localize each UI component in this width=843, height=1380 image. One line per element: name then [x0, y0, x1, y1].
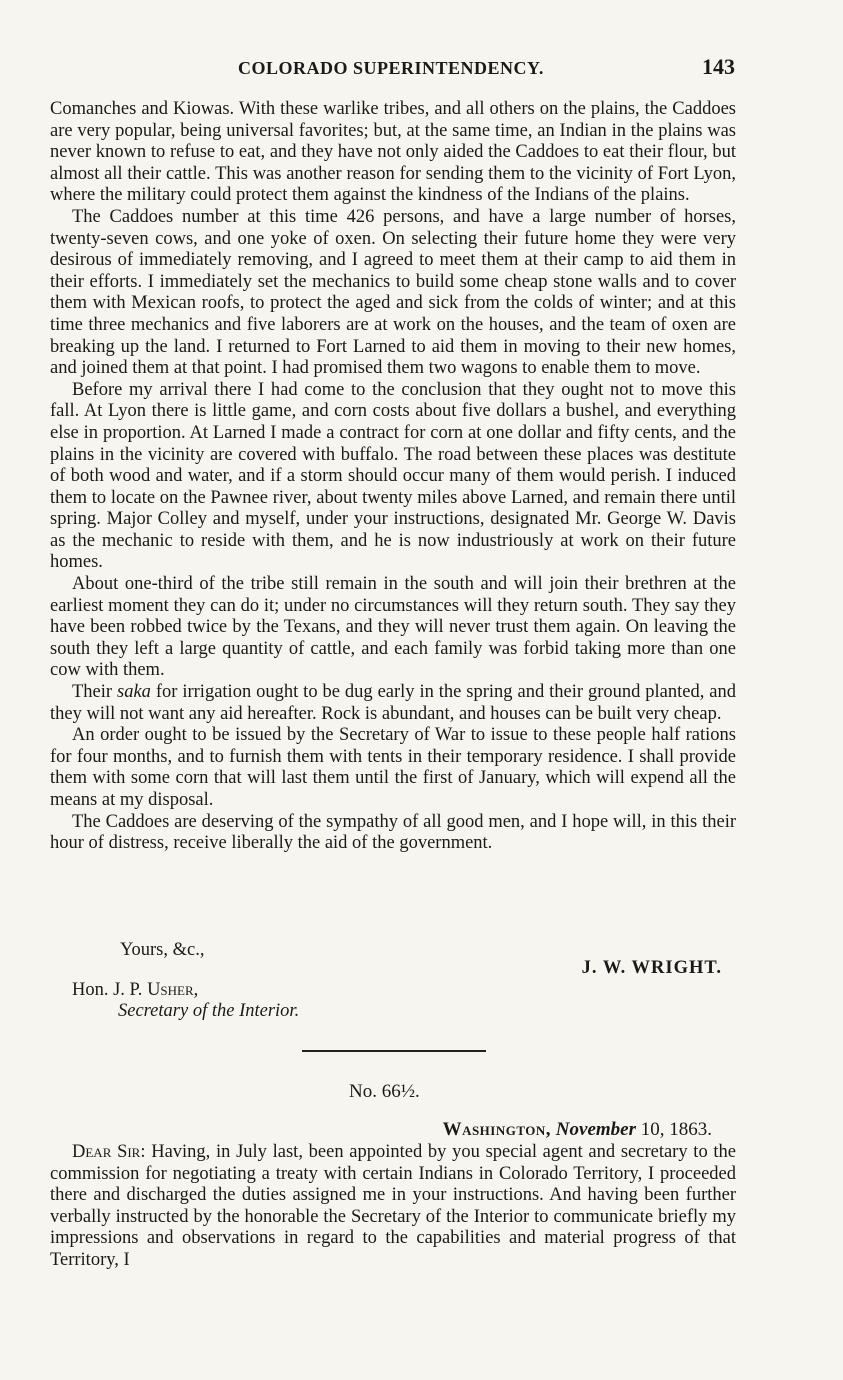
- paragraph-3: Before my arrival there I had come to the conclusion that they ought not to move this fall. At Lyon there is little game, and corn costs about five dollars a bushel, and everything else in proportion. At Larned I made a contract for corn at one dollar and fifty cents, and the plains in the vicinity are covered with buffalo. The road between these places was destitute of both wood and water, and if a storm should occur many of them would perish. I induced them to locate on the Pawnee river, about twenty miles above Larned, and remain there until spring. Major Colley and myself, under your instructions, designated Mr. George W. Davis as the mechanic to reside with them, and he is now industriously at work on their future homes.: [50, 379, 736, 573]
- paragraph-2: The Caddoes number at this time 426 persons, and have a large number of horses, twenty-seven cows, and one yoke of oxen. On selecting their future home they were very desirous of immediately removing, and I agreed to meet them at their camp to aid them in their efforts. I immediately set the mechanics to build some cheap stone walls and to cover them with Mexican roofs, to protect the aged and sick from the colds of winter; and at this time three mechanics and five laborers are at work on the houses, and the team of oxen are breaking up the land. I returned to Fort Larned to aid them in moving to their new homes, and joined them at that point. I had promised them two wagons to enable them to move.: [50, 206, 736, 379]
- salutation: Dear Sir: [72, 1142, 141, 1162]
- dateline-place: Washington,: [442, 1119, 552, 1140]
- letter-paragraph: [50, 1142, 736, 1272]
- report-body: [50, 99, 736, 855]
- dateline: [443, 1119, 712, 1141]
- addressee: [72, 980, 762, 1001]
- dateline-date: 10, 1863.: [636, 1119, 712, 1140]
- document-page: [50, 0, 740, 1380]
- section-divider: [302, 1050, 486, 1052]
- page-number: 143: [702, 54, 735, 79]
- running-title: COLORADO SUPERINTENDENCY.: [238, 58, 544, 78]
- saka-term: saka: [117, 682, 151, 703]
- dateline-month: November: [555, 1119, 636, 1140]
- addressee-name: Hon. J. P.: [72, 980, 148, 1000]
- letter-text: : Having, in July last, been appointed by you special agent and secretary to the commission for negotiating a treaty with certain Indians in Colorado Territory, I proceeded there and discharged the duties assigned me in your instructions. And having been further verbally instructed by the honorable the Secretary of the Interior to communicate briefly my impressions and observations in regard to the capabilities and material progress of that Territory, I: [50, 1142, 736, 1270]
- running-head: [50, 54, 740, 84]
- letter-body: [50, 1142, 736, 1272]
- addressee-surname: Usher,: [147, 980, 199, 1000]
- signature: J. W. WRIGHT.: [581, 958, 722, 978]
- paragraph-5-start: Their: [72, 682, 117, 703]
- addressee-role: Secretary of the Interior.: [118, 1001, 300, 1021]
- paragraph-4: About one-third of the tribe still remain in the south and will join their brethren at the earliest moment they can do it; under no circumstances will they return south. They say they have been robbed twice by the Texans, and they will never trust them again. On leaving the south they left a large quantity of cattle, and each family was forbid taking more than one cow with them.: [50, 574, 736, 681]
- document-number: No. 66½.: [349, 1081, 420, 1102]
- paragraph-5-rest: for irrigation ought to be dug early in the spring and their ground planted, and they will not want any aid hereafter. Rock is abundant, and houses can be built very cheap.: [50, 682, 737, 724]
- valediction: Yours, &c.,: [120, 940, 205, 960]
- paragraph-7: The Caddoes are deserving of the sympathy of all good men, and I hope will, in this their hour of distress, receive liberally the aid of the government.: [50, 811, 736, 854]
- paragraph-5: [50, 682, 736, 725]
- paragraph-1: Comanches and Kiowas. With these warlike tribes, and all others on the plains, the Caddoes are very popular, being universal favorites; but, at the same time, an Indian in the plains was never known to refuse to eat, and they have not only aided the Caddoes to eat their flour, but almost all their cattle. This was another reason for sending them to the vicinity of Fort Lyon, where the military could protect them against the kindness of the Indians of the plains.: [50, 99, 736, 206]
- paragraph-6: An order ought to be issued by the Secretary of War to issue to these people half rations for four months, and to furnish them with tents in their temporary residence. I shall provide them with some corn that will last them until the first of January, which will expend all the means at my disposal.: [50, 725, 736, 810]
